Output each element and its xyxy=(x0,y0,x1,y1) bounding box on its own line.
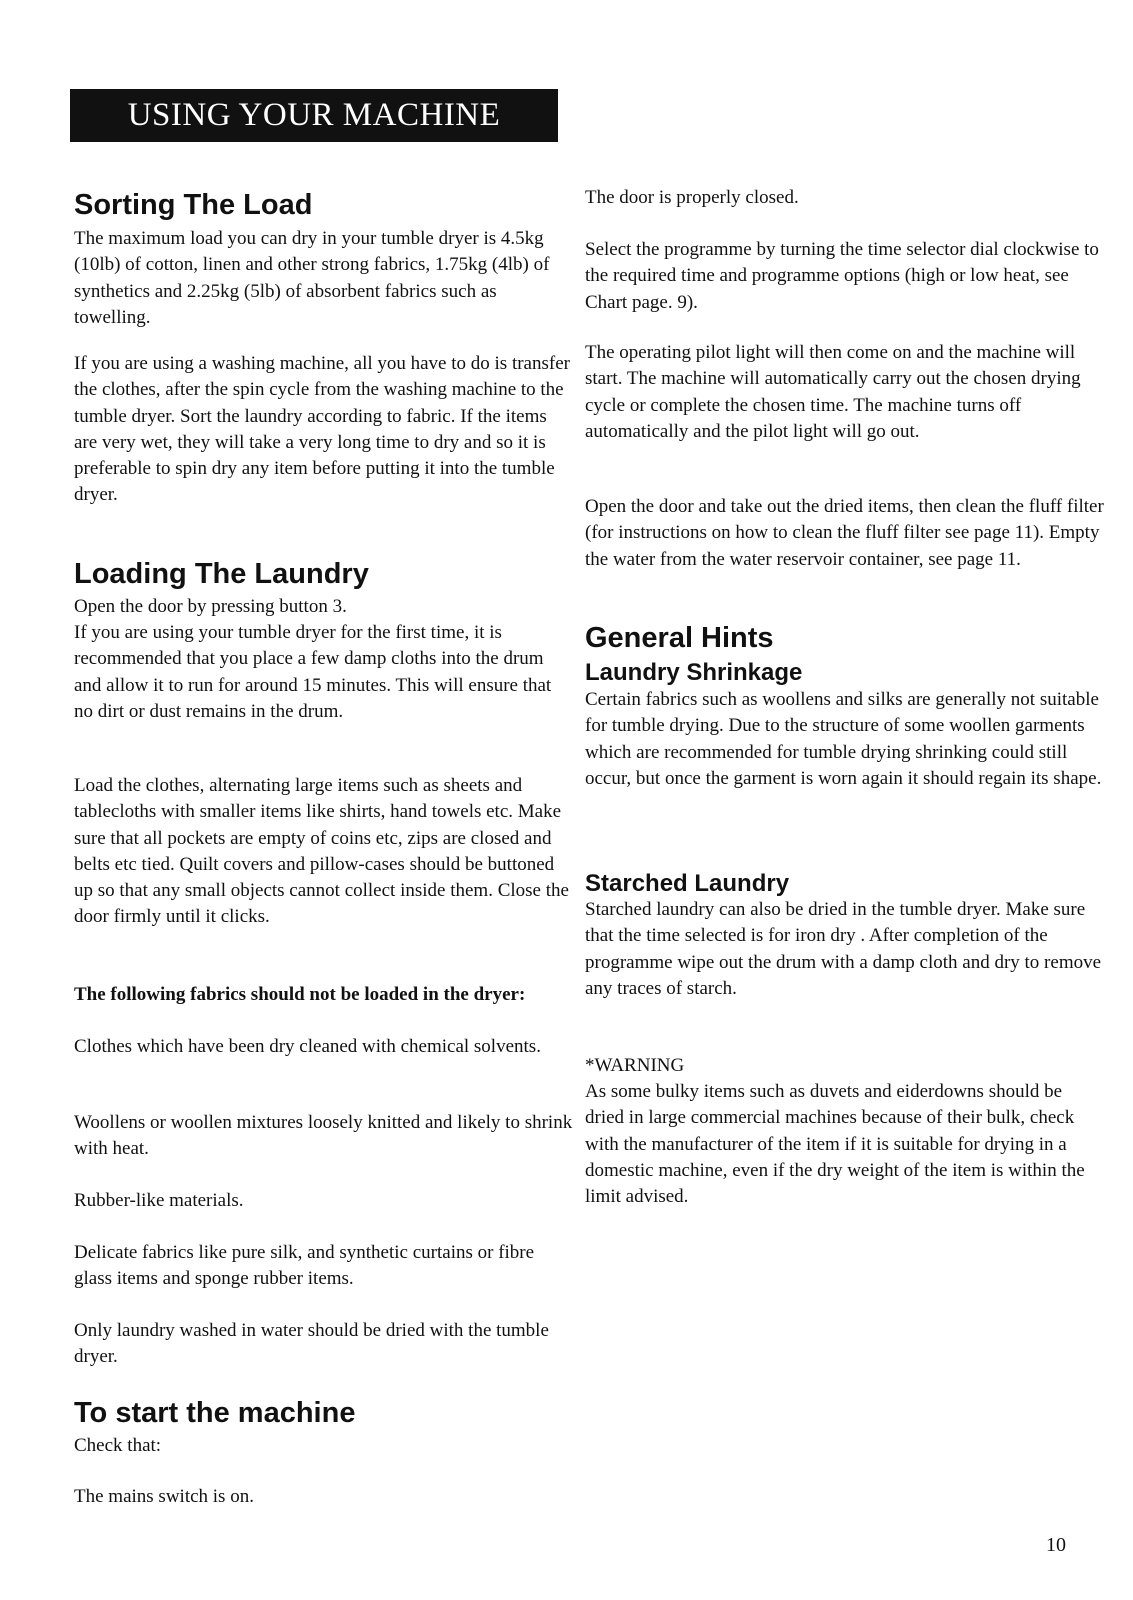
page-number: 10 xyxy=(1046,1534,1066,1556)
start-mains-text: The mains switch is on. xyxy=(74,1486,254,1507)
do-not-load-item: Delicate fabrics like pure silk, and synthetic curtains or fibre glass items and sponge rubber items. xyxy=(74,1242,535,1290)
loading-heading: Loading The Laundry xyxy=(74,558,369,590)
start-paragraph-open: Open the door and take out the dried items, then clean the fluff filter (for instructions on how to clean the fluff filter see page 11). Empty the water from the water reservoir container, see page 11. xyxy=(585,496,1104,570)
start-paragraph-select: Select the programme by turning the time selector dial clockwise to the required time and programme options (high or low heat, see Chart page. 9). xyxy=(585,239,1099,313)
start-heading: To start the machine xyxy=(74,1397,356,1429)
hints-heading: General Hints xyxy=(585,622,774,654)
starched-paragraph: Starched laundry can also be dried in the tumble dryer. Make sure that the time selected is for iron dry . After completion of the programme wipe out the drum with a damp cloth and dry to remove any traces of starch. xyxy=(585,899,1102,999)
loading-paragraph-1: Open the door by pressing button 3. xyxy=(74,596,347,617)
do-not-load-item: Rubber-like materials. xyxy=(74,1190,244,1211)
loading-paragraph-3: Load the clothes, alternating large items such as sheets and tablecloths with smaller items like shirts, hand towels etc. Make sure that all pockets are empty of coins etc, zips are closed and belts etc tied. Quilt covers and pillow-cases should be buttoned up so that any small objects cannot collect inside them. Close the door firmly until it clicks. xyxy=(74,775,569,928)
start-door-text: The door is properly closed. xyxy=(585,187,799,208)
warning-label: *WARNING xyxy=(585,1055,685,1076)
shrinkage-paragraph: Certain fabrics such as woollens and silks are generally not suitable for tumble drying. Due to the structure of some woollen garments which are recommended for tumble drying shrinking could still occur, but once the garment is worn again it should regain its shape. xyxy=(585,689,1102,789)
do-not-load-title: The following fabrics should not be loaded in the dryer: xyxy=(74,984,526,1005)
start-paragraph-pilot: The operating pilot light will then come on and the machine will start. The machine will automatically carry out the chosen drying cycle or complete the chosen time. The machine turns off automatically and the pilot light will go out. xyxy=(585,342,1081,442)
starched-heading: Starched Laundry xyxy=(585,870,790,897)
warning-paragraph: As some bulky items such as duvets and eiderdowns should be dried in large commercial machines because of their bulk, check with the manufacturer of the item if it is suitable for drying in a domestic machine, even if the dry weight of the item is within the limit advised. xyxy=(585,1081,1085,1208)
sorting-heading: Sorting The Load xyxy=(74,189,313,221)
do-not-load-item: Woollens or woollen mixtures loosely knitted and likely to shrink with heat. xyxy=(74,1112,573,1160)
sorting-paragraph-1: The maximum load you can dry in your tumble dryer is 4.5kg (10lb) of cotton, linen and other strong fabrics, 1.75kg (4lb) of synthetics and 2.25kg (5lb) of absorbent fabrics such as towelling. xyxy=(74,228,550,328)
do-not-load-item: Clothes which have been dry cleaned with chemical solvents. xyxy=(74,1036,541,1057)
loading-paragraph-2: If you are using your tumble dryer for the first time, it is recommended that you place a few damp cloths into the drum and allow it to run for around 15 minutes. This will ensure that no dirt or dust remains in the drum. xyxy=(74,622,552,722)
section-banner: USING YOUR MACHINE xyxy=(70,89,558,142)
sorting-paragraph-2: If you are using a washing machine, all you have to do is transfer the clothes, after the spin cycle from the washing machine to the tumble dryer. Sort the laundry according to fabric. If the items are very wet, they will take a very long time to dry and so it is preferable to spin dry any item before putting it into the tumble dryer. xyxy=(74,353,570,506)
start-check-text: Check that: xyxy=(74,1435,162,1456)
do-not-load-item: Only laundry washed in water should be dried with the tumble dryer. xyxy=(74,1320,549,1368)
shrinkage-heading: Laundry Shrinkage xyxy=(585,659,803,686)
